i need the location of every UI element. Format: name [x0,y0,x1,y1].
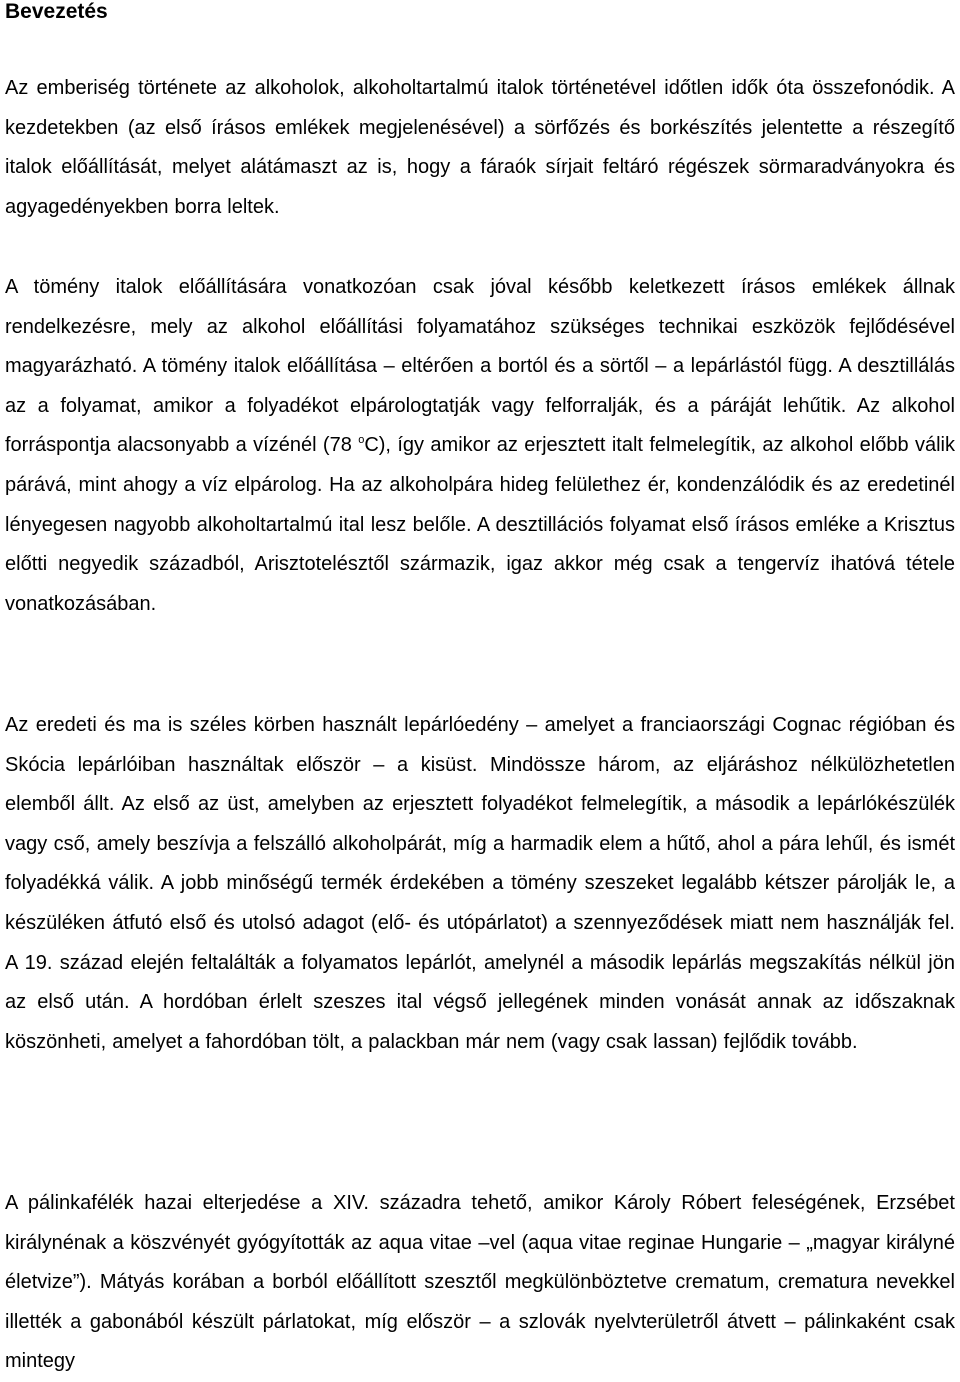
paragraph-pot-still: Az eredeti és ma is széles körben használt lepárlóedény – amelyet a franciaországi Cognac régióban és Skócia lepárlóiban használtak először – a kisüst. Mindössze három, az eljáráshoz nélkülözhetetlen elemből állt. Az első az üst, amelyben az erjesztett folyadékot felmelegítik, a második a lepárlókészülék vagy cső, amely beszívja a felszálló alkoholpárát, míg a harmadik elem a hűtő, ahol a pára lehűl, és ismét folyadékká válik. A jobb minőségű termék érdekében a tömény szeszeket legalább kétszer párolják le, a készüléken átfutó első és utolsó adagot (elő- és utópárlatot) a szennyeződések miatt nem használják fel. A 19. század elején feltalálták a folyamatos lepárlót, amelynél a második lepárlás megszakítás nélkül jön az első után. A hordóban érlelt szeszes ital végső jellegének minden vonását annak az időszaknak köszönheti, amelyet a fahordóban tölt, a palackban már nem (vagy csak lassan) fejlődik tovább. [5,714,955,1053]
paragraph-palinka-history: A pálinkafélék hazai elterjedése a XIV. századra tehető, amikor Károly Róbert feleségének, Erzsébet királynénak a köszvényét gyógyították az aqua vitae –vel (aqua vitae reginae Hungarie – „magyar királyné életvize”). Mátyás korában a borból előállított szesztől megkülönböztetve crematum, crematura nevekkel illették a gabonából készült párlatokat, míg először – a szlovák nyelvterületről átvett – pálinkaként csak mintegy [5,1192,955,1373]
section-heading: Bevezetés [5,0,108,23]
paragraph-distillation [5,268,955,624]
paragraph-history-intro: Az emberiség története az alkoholok, alkoholtartalmú italok történetével időtlen idők óta összefonódik. A kezdetekben (az első írásos emlékek megjelenésével) a sörfőzés és borkészítés jelentette a részegítő italok előállítását, melyet alátámaszt az is, hogy a fáraók sírjait feltáró régészek sörmaradványokra és agyagedényekben borra leltek. [5,77,955,218]
paragraph-distillation-text-b: C), így amikor az erjesztett italt felmelegítik, az alkohol előbb válik párává, mint ahogy a víz elpárolog. Ha az alkoholpára hideg felülethez ér, kondenzálódik és az eredetinél lényegesen nagyobb alkoholtartalmú ital lesz belőle. A desztillációs folyamat első írásos emléke a Krisztus előtti negyedik századból, Arisztotelésztől származik, igaz akkor még csak a tengervíz ihatóvá tétele vonatkozásában. [5,434,955,615]
degree-superscript: o [358,434,365,447]
document-page [5,0,955,1373]
paragraph-distillation-text-a: A tömény italok előállítására vonatkozóan csak jóval később keletkezett írásos emlékek állnak rendelkezésre, mely az alkohol előállítási folyamatához szükséges technikai eszközök fejlődésével magyarázható. A tömény italok előállítása – eltérően a bortól és a sörtől – a lepárlástól függ. A desztillálás az a folyamat, amikor a folyadékot elpárologtatják vagy felforralják, és a páráját lehűtik. Az alkohol forráspontja alacsonyabb a vízénél (78 [5,276,955,457]
